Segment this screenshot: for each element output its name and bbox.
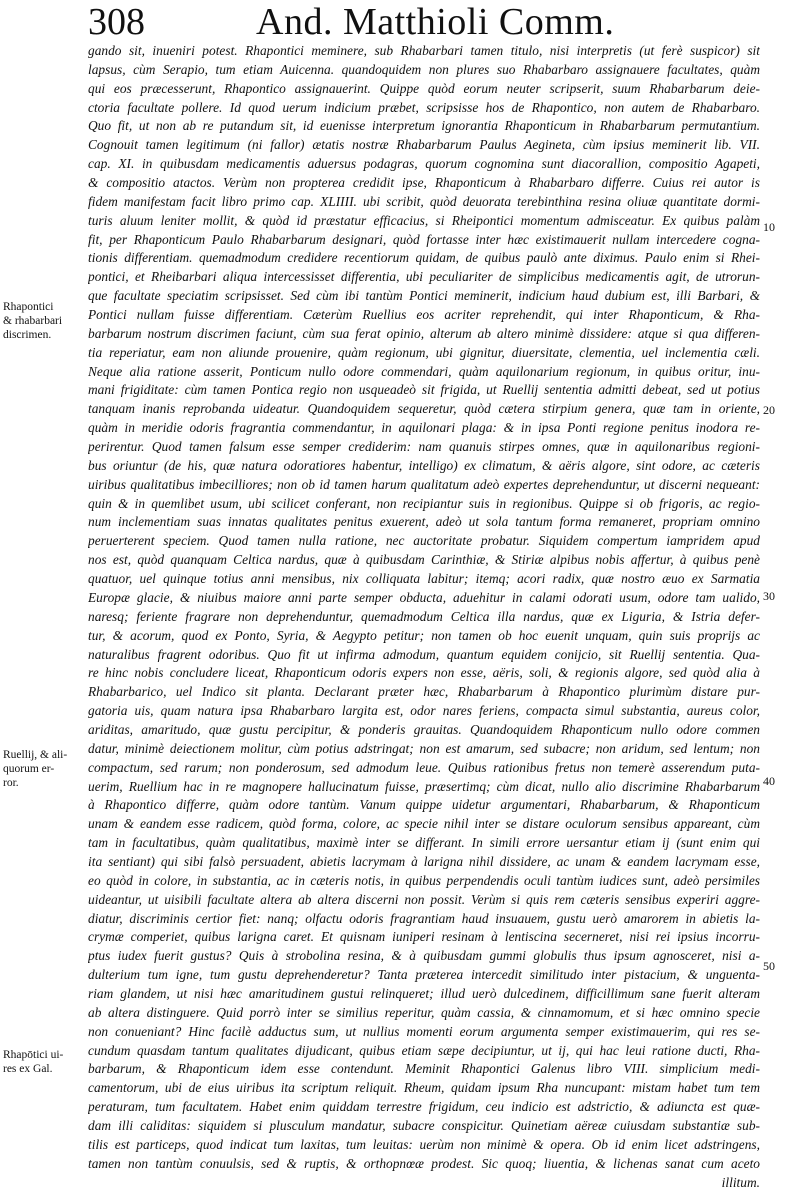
text-line: turis aluum leniter mollit, & quòd id præstatur efficacius, si Rheipontici momentum admisceatur. Ex quibus palàm: [88, 212, 760, 228]
page-number: 308: [88, 1, 145, 43]
text-line: gatoria uis, quam natura ipsa Rhabarbaro largita est, odor nares feriens, compacta simul substantia, aureus color,: [88, 703, 760, 719]
margin-note-line: res ex Gal.: [3, 1063, 53, 1075]
text-line: tanquam inanis reprobanda uideatur. Quandoquidem sequeretur, quòd cætera stirpium genera, quæ tam in oriente,: [88, 401, 760, 417]
text-line: crymæ comperiet, quibus larigna caret. Et quisnam iuniperi resinam à lentiscina secerneret, nisi rei ipsius incorru-: [88, 929, 760, 945]
text-line: dulterium tum igne, tum gustu deprehenderetur? Tanta præterea intercedit similitudo inter pistacium, & unguenta-: [88, 967, 760, 983]
text-line: cundum quasdam tantum qualitates dijudicant, quibus etiam sæpe decipiuntur, ut ij, qui hac leui ratione ducti, Rha-: [88, 1042, 760, 1058]
text-line: Europæ glacie, & niuibus maiore anni parte semper obducta, aduehitur in calami odorati usum, odore tam ualido,: [88, 589, 760, 605]
text-line: riam glandem, ut nisi hæc amaritudinem gustui relinqueret; illud uerò dulcedinem, difficillimum sane fuerit alteram: [88, 985, 760, 1001]
line-number: 30: [763, 589, 775, 603]
margin-note-line: Rhapontici: [3, 301, 54, 313]
text-line: tia reperiatur, eam non aliunde prouenire, quàm regionum, ubi gignitur, diuersitate, clementia, uel inclementia cæli.: [88, 344, 760, 360]
text-line: fidem manifestam facit libro primo cap. XLIIII. ubi scribit, quòd deuorata terebinthina resina oliuæ quantitate dormi-: [88, 193, 760, 209]
text-line: barbarum, & Rhaponticum idem esse contendunt. Meminit Rhapontici Galenus libro VIII. simplicium medi-: [88, 1061, 760, 1077]
text-line: eo quòd in colore, in substantia, ac in cæteris notis, in quibus perpendendis oculi tantùm iudices sunt, adeò persimiles: [88, 872, 760, 888]
margin-note: [3, 300, 85, 342]
text-line: naresq; feriente fragrare non deprehenduntur, quemadmodum Celtica illa nardus, quæ ex Liguria, & Istria defer-: [88, 608, 760, 624]
text-line: ctoria facultate pollere. Id quod uerum indicium præbet, scripsisse hos de Rhapontico, non autem de Rhabarbaro.: [88, 99, 760, 115]
text-line: pontici, et Rheibarbari aliqua intercessisset differentia, ubi peculiariter de simplicibus medicamentis agit, de utrorun-: [88, 269, 760, 285]
text-line: uideantur, ut uisibili facultate altera ab altera discerni non possit. Verùm si quis rem cæteris sensibus experiri aggre-: [88, 891, 760, 907]
text-line: ab altera distinguere. Quid porrò inter se similius reperitur, quàm cassia, & cinnamomum, et si hæc omnino specie: [88, 1004, 760, 1020]
text-line: re hinc nobis concludere liceat, Rhaponticum odoris expers non esse, aëris, soli, & regionis algore, sed quòd alia à: [88, 665, 760, 681]
text-line: quàm in meridie odoris fragrantia commendantur, in aquilonari plaga: & in ipsa Ponti regione penitus inodora re-: [88, 420, 760, 436]
text-line: Cognouit tamen legitimum (ni fallor) ætatis nostræ Rhabarbarum Paulus Aegineta, cùm ipsius meminerit lib. VII.: [88, 137, 760, 153]
line-number: 20: [763, 403, 775, 417]
text-line: datur, minimè deiectionem molitur, cùm potius adstringat; non est amarum, sed subacre; non aridum, sed lentum; non: [88, 740, 760, 756]
text-line: ptus iudex fuerit gustus? Quis à strobolina resina, & à quibusdam gummi globulis thus ipsum agnosceret, nisi a-: [88, 948, 760, 964]
margin-note-line: & rhabarbari: [3, 315, 63, 327]
text-line: num inclementiam suas innatas qualitates penitus exuerent, adeò ut sola tantum forma remaneret, propriam omnino: [88, 514, 760, 530]
text-line: mani frigiditate: cùm tamen Pontica regio non usqueadeò sit frigida, ut Ruellij sententia admitti debeat, sed ut potius: [88, 382, 760, 398]
text-line: dam illi caliditas: siquidem si plusculum mandatur, subacre conspicitur. Quinetiam aëreæ cuiusdam substantiæ sub-: [88, 1117, 760, 1133]
text-line: tur, & acorum, quod ex Ponto, Syria, & Aegypto petitur; non tamen ob hoc euenit unquam, quin suis proprijs ac: [88, 627, 760, 643]
text-line: tam in facultatibus, quàm qualitatibus, maximè inter se differant. In simili errore uersantur etiam ij (sunt enim qui: [88, 835, 760, 851]
line-number: 10: [763, 220, 775, 234]
text-line: qui eos præcesserunt, Rhapontico assignauerint. Quippe quòd eorum neuter scripserit, suum Rhabarbarum deie-: [88, 80, 760, 96]
line-number: 50: [763, 959, 775, 973]
text-line: & compositio atactos. Verùm non propterea credidit ipse, Rhaponticum à Rhabarbaro differre. Cuius rei autor is: [88, 175, 760, 191]
text-line: Quo fit, ut non ab re putandum sit, id euenisse interpretum ignorantia Rhaponticum in Rhabarbarum permutantium.: [88, 118, 760, 134]
text-line: Rhabarbarico, uel Indico sit planta. Declarant præter hæc, Rhabarbarum à Rhapontico plurimùm distare pur-: [88, 684, 760, 700]
text-line: nos est, quòd quanquam Celtica nardus, quæ à quibusdam Carinthiæ, & Stiriæ alpibus nobis affertur, à quibus penè: [88, 552, 760, 568]
running-head: And. Matthioli Comm.: [256, 1, 615, 43]
text-line: unam & eandem esse radicem, quòd forma, colore, ac specie nihil inter se distare oculorum sensibus appareant, cùm: [88, 816, 760, 832]
text-line: Pontici nullam fuisse differentiam. Cæterùm Ruellius eos acriter reprehendit, qui inter Rhaponticum, & Rha-: [88, 307, 760, 323]
text-line: perirentur. Quod tamen falsum esse semper crediderim: nam quanuis stirpes omnes, quæ in aquilonaribus regioni-: [88, 439, 760, 455]
margin-note-line: discrimen.: [3, 329, 52, 341]
text-line: tilis est particeps, quod indicat tum laxitas, tum leuitas: uerùm non minimè & opera. Ob id enim licet adstringens,: [88, 1136, 760, 1152]
margin-note-line: Rhapōtici ui-: [3, 1049, 64, 1061]
text-line: naturalibus fragrent odoribus. Quo fit ut infirma admodum, quantum equidem conijcio, sit Ruellij sententia. Qua-: [88, 646, 760, 662]
text-line: quatuor, uel quinque totius anni mensibus, nix colliquata labitur; itemq; acori radix, quæ nostro æuo ex Sarmatia: [88, 571, 760, 587]
text-line: tamen non tantùm conuulsis, sed & ruptis, & orthopnœæ prodest. Sic quoq; liuentia, & lichenas sanat cum aceto: [88, 1155, 760, 1171]
text-line: peraturam, tum facultatem. Habet enim quiddam terrestre frigidum, ceu indicio est adstrictio, & adiuncta est quæ-: [88, 1099, 760, 1115]
margin-note-line: quorum er-: [3, 763, 55, 775]
margin-note: [3, 748, 85, 790]
margin-note-line: ror.: [3, 777, 19, 789]
text-line: à Rhapontico differre, quàm odore tantùm. Vanum quippe uidetur argumentari, Rhabarbarum, & Rhaponticum: [88, 797, 760, 813]
text-line: ita sentiant) qui sibi falsò persuadent, abietis lacrymam à larigna nihil dissidere, ac unam & eandem lacrymam esse,: [88, 853, 760, 869]
text-line: tionis differentiam. quemadmodum credidere recentiorum quidam, de quibus paulò ante diximus. Paulo enim si Rhei-: [88, 250, 760, 266]
text-line: peruerterent speciem. Quod tamen nulla ratione, nec auctoritate probatur. Siquidem compertum iampridem apud: [88, 533, 760, 549]
text-line: diatur, discriminis certior fiet: nanq; olfactu odoris fragrantiam haud insuauem, gustu uerò amarorem in abietis la-: [88, 910, 760, 926]
text-line: uerim, Ruellium hac in re magnopere hallucinatum fuisse, præsertimq; cùm dicat, nullo alio discrimine Rhabarbarum: [88, 778, 760, 794]
text-line: gando sit, inueniri potest. Rhapontici meminere, sub Rhabarbari tamen titulo, nisi interpretis (ut ferè suspicor) sit: [88, 43, 760, 58]
text-line: lapsus, cùm Serapio, tum etiam Auicenna. quandoquidem non plures suo Rhabarbaro assignauere facultates, quàm: [88, 61, 760, 77]
text-line: Neque alia ratione asserit, Ponticum nullo odore commendari, quàm aquilonarium regionum, in quibus oritur, inu-: [88, 363, 760, 379]
line-number: 40: [763, 774, 775, 788]
margin-note-line: Ruellij, & ali-: [3, 749, 68, 761]
text-line: fit, per Rhaponticum Paulo Rhabarbarum designari, quòd fortasse inter hæc existimauerit nullam intercedere cogna-: [88, 231, 760, 247]
text-line: bus oriuntur (de his, quæ natura odoratiores habentur, intelligo) ex climatum, & aëris algore, sint odore, ac cæteris: [88, 457, 760, 473]
text-line: illitum.: [721, 1174, 760, 1190]
text-line: camentorum, ubi de eius uiribus ita scriptum reliquit. Rheum, quidam ipsum Rha nuncupant: mistam habet tum tem: [88, 1080, 760, 1096]
text-line: uiribus qualitatibus imbecilliores; non ob id tamen harum qualitatum adeò expertes deprehenduntur, ut discerni nequeant:: [88, 476, 760, 492]
text-line: barbarum nostrum discrimen faciunt, cùm sua ferat opinio, alterum ab altero minimè dissidere: atque si qua differen-: [88, 325, 760, 341]
text-line: non conueniant? Hinc facilè adductus sum, ut nullius momenti eorum argumenta semper existimauerim, qui res se-: [88, 1023, 760, 1039]
text-line: ariditas, amaritudo, quæ gustu percipitur, & ponderis grauitas. Quandoquidem Rhaponticum nullo odore commen: [88, 721, 760, 737]
page-header: [88, 0, 688, 48]
text-line: cap. XI. in quibusdam medicamentis aduersus podagras, quorum cognomina sunt diacorallion, compositio Agapeti,: [88, 156, 760, 172]
text-line: que facultate speciatim scripsisset. Sed cùm ibi tantùm Pontici meminerit, indicium haud dubium est, illi Barbari, &: [88, 288, 760, 304]
text-line: compactum, sed rarum; non ponderosum, sed admodum leue. Quibus rationibus fretus non temerè asserendum puta-: [88, 759, 760, 775]
body-text: [88, 42, 760, 1192]
text-line: quin & in quemlibet usum, ubi scilicet conferant, non recipiantur suis in regionibus. Quippe si ob frigoris, ac regio-: [88, 495, 760, 511]
margin-note: [3, 1048, 85, 1076]
